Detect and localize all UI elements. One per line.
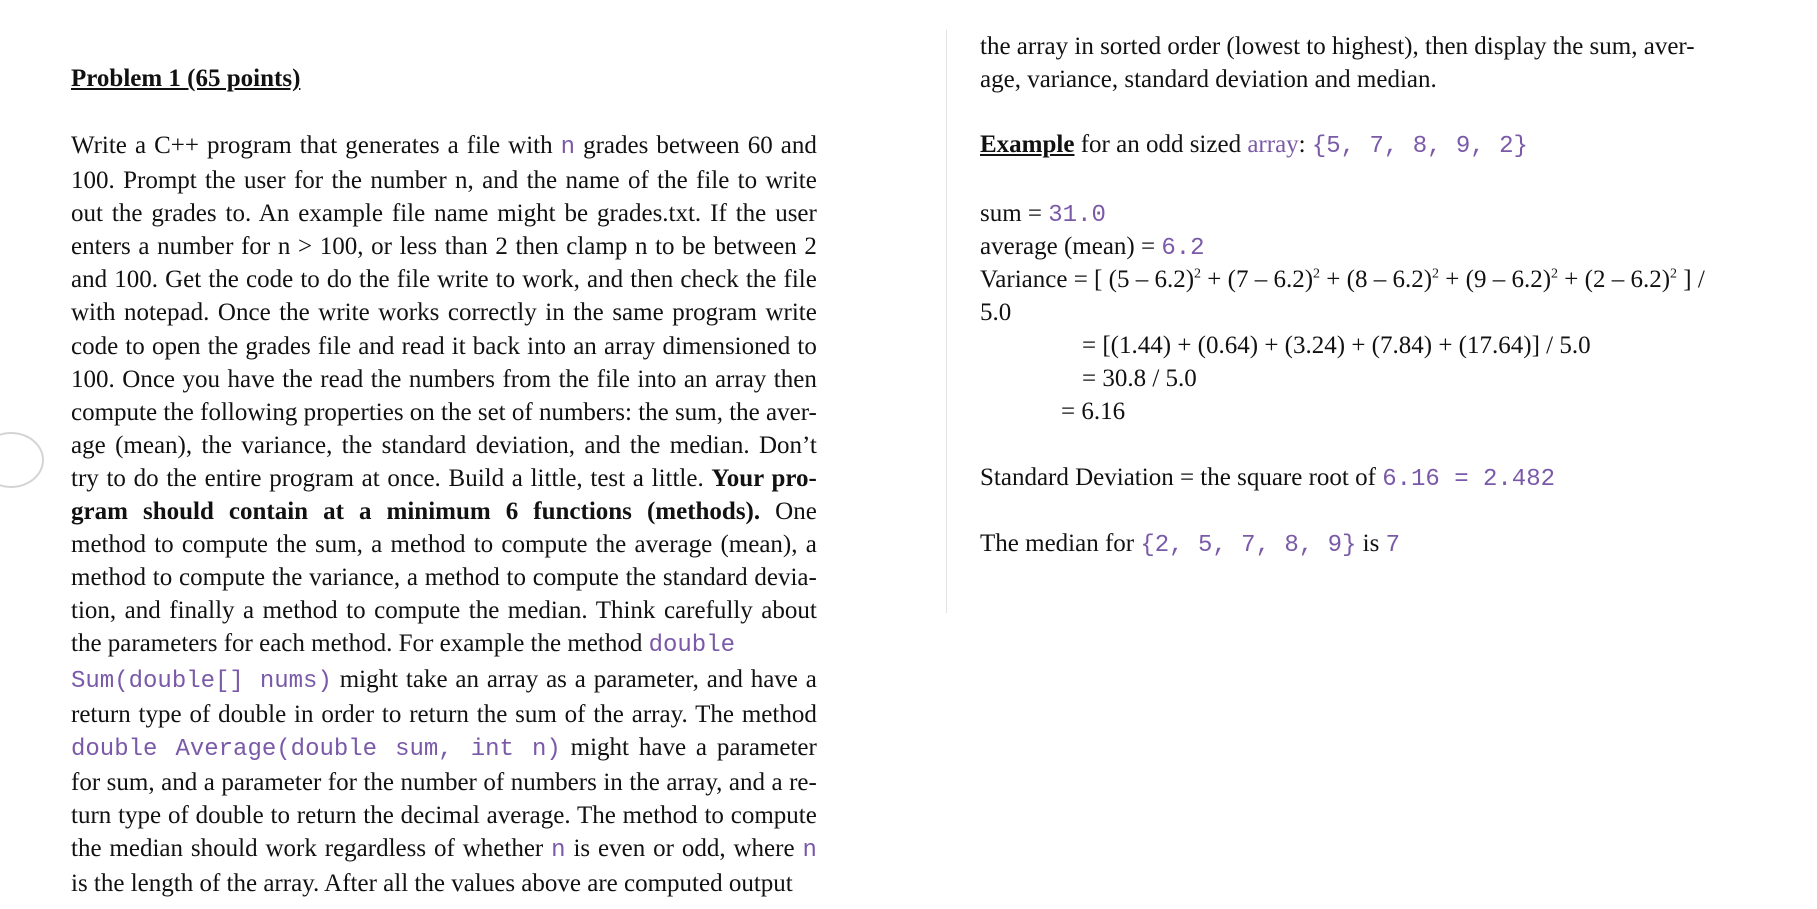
- text-line: return type of double in order to return the sum of the array. The method: [71, 700, 817, 728]
- variance-term: [ (5 – 6.2): [1094, 266, 1195, 293]
- superscript: 2: [1670, 266, 1678, 282]
- bold-text: Your pro-: [711, 464, 817, 492]
- array-word: array: [1247, 131, 1299, 158]
- text-line: and 100. Get the code to do the file write to work, and then check the file: [71, 266, 817, 294]
- text: is even or odd, where: [565, 834, 803, 862]
- superscript: 2: [1194, 266, 1202, 282]
- problem-heading: Problem 1 (65 points): [71, 65, 301, 92]
- sum-line: [980, 197, 1106, 232]
- average-label: average (mean) =: [980, 233, 1162, 260]
- example-label: Example: [980, 131, 1075, 158]
- code-n: n: [802, 836, 817, 864]
- stddev-value: 6.16 = 2.482: [1382, 466, 1556, 493]
- text: One: [760, 498, 817, 526]
- sum-label: sum =: [980, 200, 1049, 227]
- code-average-signature: double Average(double sum, int n): [71, 735, 561, 763]
- variance-divisor: 5.0: [980, 299, 1012, 326]
- text-line: is the length of the array. After all the values above are computed output: [71, 870, 793, 898]
- text: the median should work regardless of whether: [71, 834, 552, 862]
- variance-term: + (8 – 6.2): [1320, 266, 1433, 293]
- text: might take an array as a parameter, and have a: [331, 665, 817, 693]
- average-value: 6.2: [1161, 235, 1205, 262]
- text-line: [71, 731, 817, 766]
- example-line: [980, 128, 1528, 163]
- stddev-label: Standard Deviation = the square root of: [980, 464, 1383, 491]
- text-line: [71, 129, 817, 164]
- variance-step-3: = 30.8 / 5.0: [1082, 365, 1197, 392]
- superscript: 2: [1551, 266, 1559, 282]
- text-line: code to open the grades file and read it back into an array dimensioned to: [71, 332, 817, 360]
- sum-value: 31.0: [1048, 202, 1106, 229]
- text: grades between 60 and: [575, 132, 817, 159]
- code-sum-signature: Sum(double[] nums): [71, 667, 332, 695]
- text-line: [71, 627, 817, 662]
- text-line: method to compute the variance, a method to compute the standard devia-: [71, 564, 817, 592]
- text-line: 100. Once you have the read the numbers from the file into an array then: [71, 365, 817, 393]
- code-double: double: [648, 632, 735, 660]
- median-value: 7: [1385, 532, 1400, 559]
- text-line: compute the following properties on the set of numbers: the sum, the aver-: [71, 398, 817, 426]
- stddev-line: [980, 461, 1555, 496]
- text-line: with notepad. Once the write works correctly in the same program write: [71, 299, 817, 327]
- column-divider: [946, 30, 947, 613]
- variance-term: + (2 – 6.2): [1558, 266, 1671, 293]
- average-line: [980, 230, 1205, 265]
- text-line: age, variance, standard deviation and median.: [980, 66, 1437, 93]
- text-line: [71, 663, 817, 698]
- text: Write a C++ program that generates a file with: [71, 132, 561, 159]
- text-line: the array in sorted order (lowest to highest), then display the sum, aver-: [980, 33, 1695, 60]
- text-line: turn type of double to return the decimal average. The method to compute: [71, 801, 817, 829]
- variance-step-2: = [(1.44) + (0.64) + (3.24) + (7.84) + (17.64)] / 5.0: [1082, 332, 1591, 359]
- text-line: out the grades to. An example file name might be grades.txt. If the user: [71, 200, 817, 228]
- code-n: n: [560, 134, 576, 161]
- variance-label: Variance =: [980, 266, 1095, 293]
- code-n: n: [551, 836, 566, 864]
- text: try to do the entire program at once. Build a little, test a little.: [71, 464, 712, 492]
- text-line: method to compute the sum, a method to compute the average (mean), a: [71, 531, 817, 559]
- median-line: [980, 527, 1400, 562]
- variance-term: + (7 – 6.2): [1201, 266, 1314, 293]
- example-array: {5, 7, 8, 9, 2}: [1311, 133, 1528, 160]
- text: :: [1298, 131, 1312, 158]
- variance-line: [980, 263, 1705, 296]
- text-line: for sum, and a parameter for the number of numbers in the array, and a re-: [71, 768, 817, 796]
- variance-term: ] /: [1677, 266, 1705, 293]
- variance-result: = 6.16: [1061, 398, 1126, 425]
- variance-term: + (9 – 6.2): [1439, 266, 1552, 293]
- text-line: enters a number for n > 100, or less than 2 then clamp n to be between 2: [71, 233, 817, 261]
- text-line: age (mean), the variance, the standard deviation, and the median. Don’t: [71, 431, 817, 459]
- text-line: [71, 832, 817, 867]
- superscript: 2: [1432, 266, 1440, 282]
- bold-text: gram should contain at a minimum 6 functions (methods).: [71, 498, 761, 526]
- text: is: [1356, 530, 1386, 557]
- text-line: 100. Prompt the user for the number n, and the name of the file to write: [71, 167, 817, 195]
- text: for an odd sized: [1074, 131, 1248, 158]
- median-label: The median for: [980, 530, 1141, 557]
- text: might have a parameter: [560, 733, 817, 761]
- text: the parameters for each method. For example the method: [71, 630, 649, 658]
- problem-paragraph: [71, 129, 817, 900]
- text-line: [71, 462, 817, 495]
- median-array: {2, 5, 7, 8, 9}: [1140, 532, 1357, 559]
- text-line: [71, 495, 817, 528]
- margin-marker: [0, 432, 44, 488]
- text-line: tion, and finally a method to compute the median. Think carefully about: [71, 597, 817, 625]
- superscript: 2: [1313, 266, 1321, 282]
